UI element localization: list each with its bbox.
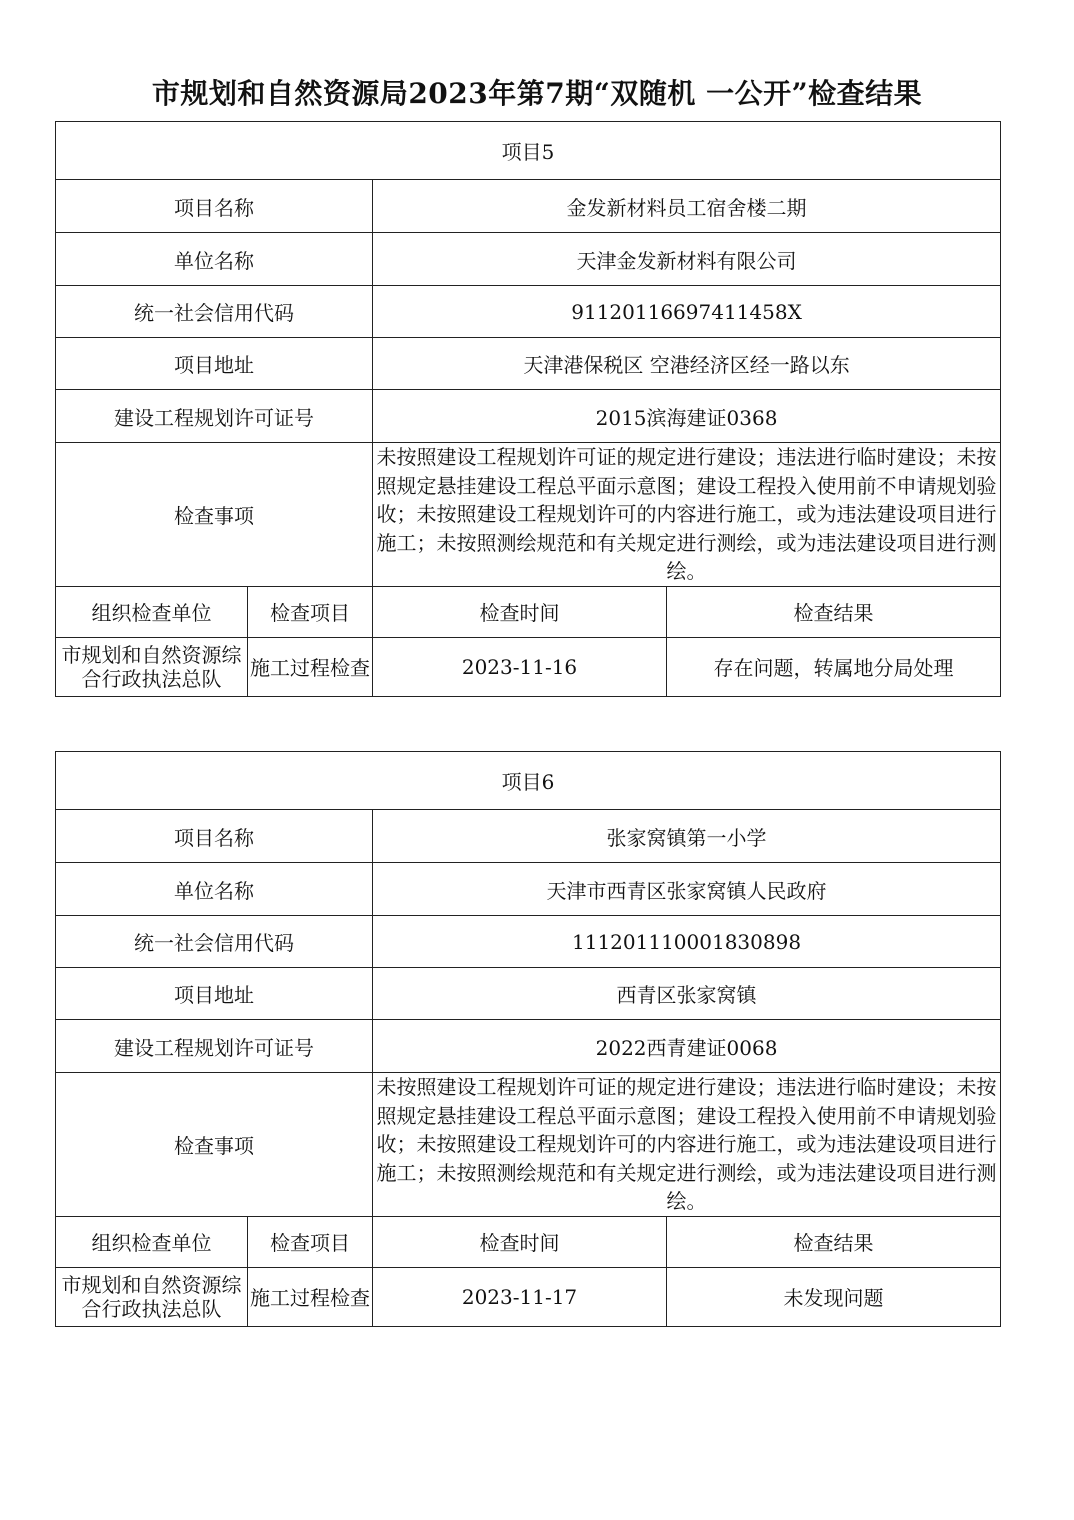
project-table [55,751,1001,1327]
permit-number-value: 2022西青建证0068 [373,1020,1001,1073]
project-heading: 项目6 [56,752,1001,810]
inspection-matters-label: 检查事项 [56,443,373,587]
inspection-item-header: 检查项目 [248,1216,373,1267]
org-unit-value: 市规划和自然资源综合行政执法总队 [56,1267,248,1326]
inspection-item-value: 施工过程检查 [248,1267,373,1326]
org-unit-value: 市规划和自然资源综合行政执法总队 [56,637,248,696]
inspection-time-header: 检查时间 [373,586,667,637]
permit-number-label: 建设工程规划许可证号 [56,390,373,443]
inspection-time-value: 2023-11-16 [373,637,667,696]
address-label: 项目地址 [56,968,373,1020]
document-title: 市规划和自然资源局2023年第7期“双随机 一公开”检查结果 [151,77,923,110]
credit-code-label: 统一社会信用代码 [56,916,373,968]
project-name-label: 项目名称 [56,810,373,863]
unit-name-label: 单位名称 [56,863,373,916]
project-name-value: 张家窝镇第一小学 [373,810,1001,863]
inspection-result-value: 存在问题，转属地分局处理 [667,637,1001,696]
inspection-result-header: 检查结果 [667,1216,1001,1267]
project-name-value: 金发新材料员工宿舍楼二期 [373,180,1001,233]
inspection-time-header: 检查时间 [373,1216,667,1267]
unit-name-value: 天津市西青区张家窝镇人民政府 [373,863,1001,916]
inspection-item-header: 检查项目 [248,586,373,637]
address-value: 西青区张家窝镇 [373,968,1001,1020]
inspection-result-header: 检查结果 [667,586,1001,637]
address-value: 天津港保税区 空港经济区经一路以东 [373,338,1001,390]
inspection-matters-label: 检查事项 [56,1073,373,1217]
inspection-time-value: 2023-11-17 [373,1267,667,1326]
unit-name-label: 单位名称 [56,233,373,286]
inspection-item-value: 施工过程检查 [248,637,373,696]
project-table [55,121,1001,697]
permit-number-value: 2015滨海建证0368 [373,390,1001,443]
inspection-matters-value: 未按照建设工程规划许可证的规定进行建设；违法进行临时建设；未按照规定悬挂建设工程总平面示意图；建设工程投入使用前不申请规划验收；未按照建设工程规划许可的内容进行施工，或为违法建设项目进行施工；未按照测绘规范和有关规定进行测绘，或为违法建设项目进行测绘。 [373,1073,1001,1217]
permit-number-label: 建设工程规划许可证号 [56,1020,373,1073]
org-unit-header: 组织检查单位 [56,1216,248,1267]
credit-code-value: 91120116697411458X [373,286,1001,338]
inspection-matters-value: 未按照建设工程规划许可证的规定进行建设；违法进行临时建设；未按照规定悬挂建设工程总平面示意图；建设工程投入使用前不申请规划验收；未按照建设工程规划许可的内容进行施工，或为违法建设项目进行施工；未按照测绘规范和有关规定进行测绘，或为违法建设项目进行测绘。 [373,443,1001,587]
unit-name-value: 天津金发新材料有限公司 [373,233,1001,286]
credit-code-value: 111201110001830898 [373,916,1001,968]
project-heading: 项目5 [56,122,1001,180]
credit-code-label: 统一社会信用代码 [56,286,373,338]
org-unit-header: 组织检查单位 [56,586,248,637]
project-name-label: 项目名称 [56,180,373,233]
address-label: 项目地址 [56,338,373,390]
inspection-result-value: 未发现问题 [667,1267,1001,1326]
